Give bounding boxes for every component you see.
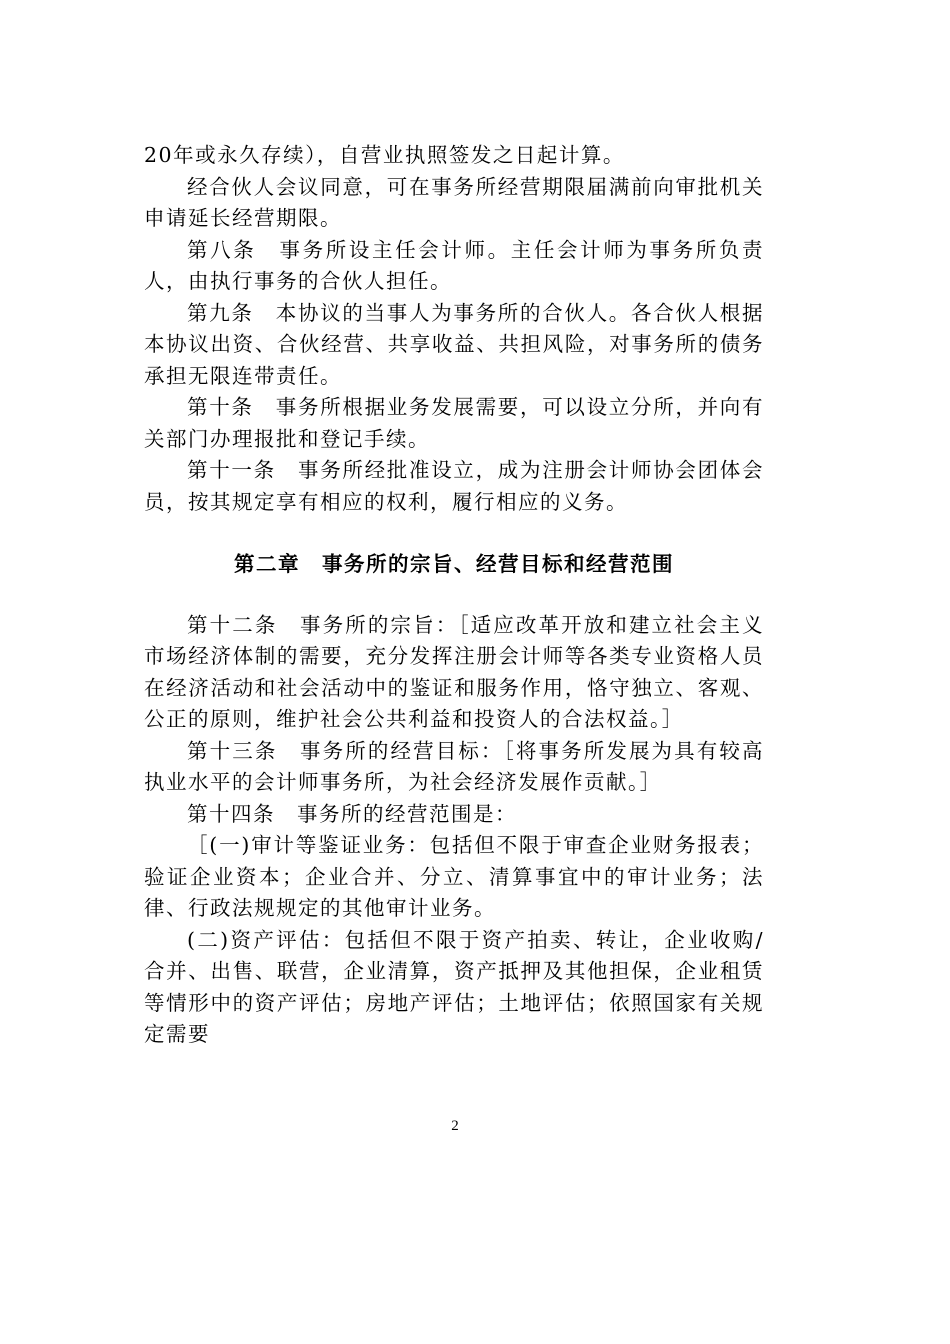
- chapter-heading: 第二章 事务所的宗旨、经营目标和经营范围: [234, 552, 674, 576]
- paragraph: 20年或永久存续），自营业执照签发之日起计算。: [144, 143, 625, 167]
- page-number: 2: [451, 1118, 459, 1134]
- paragraph-article-13: 第十三条 事务所的经营目标：［将事务所发展为具有较高执业水平的会计师事务所，为社会经济发展作贡献。］: [144, 738, 764, 794]
- paragraph: 经合伙人会议同意，可在事务所经营期限届满前向审批机关申请延长经营期限。: [144, 174, 764, 230]
- paragraph-scope-item-2: (二)资产评估：包括但不限于资产拍卖、转让，企业收购/合并、出售、联营，企业清算，资产抵押及其他担保，企业租赁等情形中的资产评估；房地产评估；土地评估；依照国家有关规定需要: [144, 927, 764, 1046]
- paragraph-article-10: 第十条 事务所根据业务发展需要，可以设立分所，并向有关部门办理报批和登记手续。: [144, 395, 764, 451]
- paragraph-article-14: 第十四条 事务所的经营范围是：: [187, 801, 517, 826]
- paragraph-article-12: 第十二条 事务所的宗旨：［适应改革开放和建立社会主义市场经济体制的需要，充分发挥注册会计师等各类专业资格人员在经济活动和社会活动中的鉴证和服务作用，恪守独立、客观、公正的原则，维护社会公共利益和投资人的合法权益。］: [144, 612, 764, 731]
- paragraphs-top: [144, 140, 764, 518]
- paragraph-scope-item-1: ［(一)审计等鉴证业务：包括但不限于审查企业财务报表；验证企业资本；企业合并、分立、清算事宜中的审计业务；法律、行政法规规定的其他审计业务。: [144, 833, 764, 920]
- paragraph-article-11: 第十一条 事务所经批准设立，成为注册会计师协会团体会员，按其规定享有相应的权利，履行相应的义务。: [144, 458, 764, 514]
- paragraph-article-8: 第八条 事务所设主任会计师。主任会计师为事务所负责人，由执行事务的合伙人担任。: [144, 237, 764, 293]
- paragraphs-bottom: [144, 610, 764, 1051]
- paragraph-article-9: 第九条 本协议的当事人为事务所的合伙人。各合伙人根据本协议出资、合伙经营、共享收益、共担风险，对事务所的债务承担无限连带责任。: [144, 300, 764, 388]
- document-body: [144, 140, 764, 1051]
